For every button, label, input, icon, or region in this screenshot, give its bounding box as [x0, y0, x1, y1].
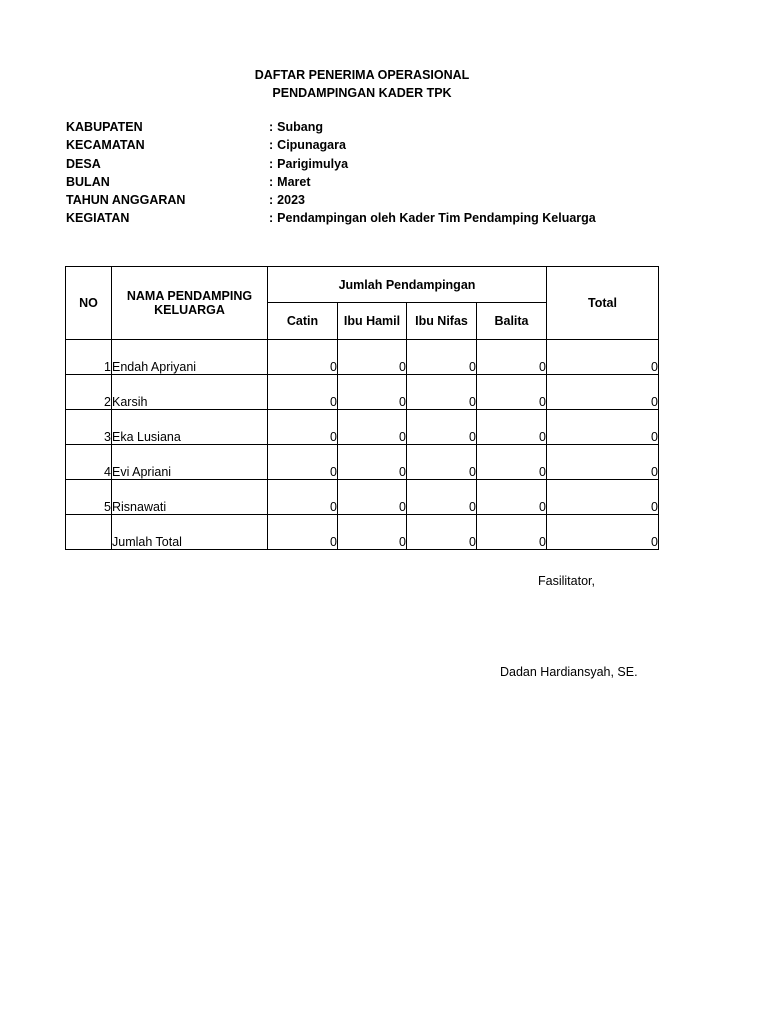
info-value [269, 118, 323, 136]
info-value [269, 209, 596, 227]
info-row-kecamatan [66, 136, 706, 154]
cell-name: Risnawati [112, 480, 268, 515]
cell-ibu-nifas: 0 [407, 375, 477, 410]
cell-ibu-hamil: 0 [338, 340, 407, 375]
cell-no: 1 [66, 340, 112, 375]
info-value [269, 155, 348, 173]
cell-ibu-hamil-total: 0 [338, 515, 407, 550]
info-value-text: Pendampingan oleh Kader Tim Pendamping Keluarga [277, 211, 596, 225]
table-row [66, 410, 659, 445]
cell-no: 2 [66, 375, 112, 410]
cell-balita-total: 0 [477, 515, 547, 550]
header-total: Total [547, 267, 659, 340]
info-value-text: Cipunagara [277, 138, 346, 152]
info-separator: : [269, 120, 274, 134]
cell-total: 0 [547, 340, 659, 375]
info-value-text: Parigimulya [277, 157, 349, 171]
info-row-kegiatan [66, 209, 706, 227]
cell-catin: 0 [268, 375, 338, 410]
info-row-desa [66, 155, 706, 173]
cell-name: Endah Apriyani [112, 340, 268, 375]
info-separator: : [269, 193, 274, 207]
table-header-row [66, 267, 659, 303]
cell-balita: 0 [477, 445, 547, 480]
cell-total: 0 [547, 410, 659, 445]
cell-no: 5 [66, 480, 112, 515]
document-title-line-2: PENDAMPINGAN KADER TPK [272, 86, 452, 100]
cell-total-label: Jumlah Total [112, 515, 268, 550]
cell-catin: 0 [268, 340, 338, 375]
cell-balita: 0 [477, 410, 547, 445]
cell-catin: 0 [268, 445, 338, 480]
table-row [66, 375, 659, 410]
cell-ibu-nifas: 0 [407, 480, 477, 515]
table-row [66, 445, 659, 480]
info-label: KABUPATEN [66, 120, 143, 134]
table-row [66, 480, 659, 515]
info-value [269, 191, 305, 209]
signature-name: Dadan Hardiansyah, SE. [500, 665, 638, 679]
info-separator: : [269, 138, 274, 152]
cell-total: 0 [547, 375, 659, 410]
info-value-text: Subang [277, 120, 324, 134]
cell-ibu-hamil: 0 [338, 375, 407, 410]
info-row-kabupaten [66, 118, 706, 136]
cell-ibu-nifas: 0 [407, 445, 477, 480]
cell-grand-total: 0 [547, 515, 659, 550]
cell-total: 0 [547, 480, 659, 515]
info-value [269, 136, 346, 154]
info-row-bulan [66, 173, 706, 191]
info-label: KEGIATAN [66, 211, 130, 225]
header-balita: Balita [477, 303, 547, 340]
cell-ibu-hamil: 0 [338, 410, 407, 445]
cell-ibu-hamil: 0 [338, 480, 407, 515]
cell-balita: 0 [477, 480, 547, 515]
info-row-tahun-anggaran [66, 191, 706, 209]
signature-role: Fasilitator, [538, 574, 595, 588]
table-total-row [66, 515, 659, 550]
info-value [269, 173, 311, 191]
cell-catin: 0 [268, 480, 338, 515]
cell-ibu-nifas-total: 0 [407, 515, 477, 550]
info-label: TAHUN ANGGARAN [66, 193, 186, 207]
recipient-table [65, 266, 659, 550]
header-catin: Catin [268, 303, 338, 340]
header-ibu-hamil: Ibu Hamil [338, 303, 407, 340]
header-ibu-nifas: Ibu Nifas [407, 303, 477, 340]
cell-no: 3 [66, 410, 112, 445]
table-row [66, 340, 659, 375]
cell-ibu-nifas: 0 [407, 410, 477, 445]
info-label: KECAMATAN [66, 138, 145, 152]
info-label: DESA [66, 157, 101, 171]
info-label: BULAN [66, 175, 110, 189]
cell-no [66, 515, 112, 550]
cell-balita: 0 [477, 340, 547, 375]
cell-name: Eka Lusiana [112, 410, 268, 445]
info-separator: : [269, 211, 274, 225]
cell-no: 4 [66, 445, 112, 480]
info-separator: : [269, 157, 274, 171]
cell-catin: 0 [268, 410, 338, 445]
info-value-text: Maret [277, 175, 311, 189]
document-title-line-1: DAFTAR PENERIMA OPERASIONAL [254, 68, 470, 82]
header-jumlah-pendampingan: Jumlah Pendampingan [268, 267, 547, 303]
info-separator: : [269, 175, 274, 189]
info-value-text: 2023 [277, 193, 305, 207]
header-no: NO [66, 267, 112, 340]
cell-balita: 0 [477, 375, 547, 410]
cell-catin-total: 0 [268, 515, 338, 550]
cell-name: Karsih [112, 375, 268, 410]
cell-ibu-nifas: 0 [407, 340, 477, 375]
header-nama-pendamping: NAMA PENDAMPING KELUARGA [112, 267, 268, 340]
cell-name: Evi Apriani [112, 445, 268, 480]
cell-total: 0 [547, 445, 659, 480]
cell-ibu-hamil: 0 [338, 445, 407, 480]
